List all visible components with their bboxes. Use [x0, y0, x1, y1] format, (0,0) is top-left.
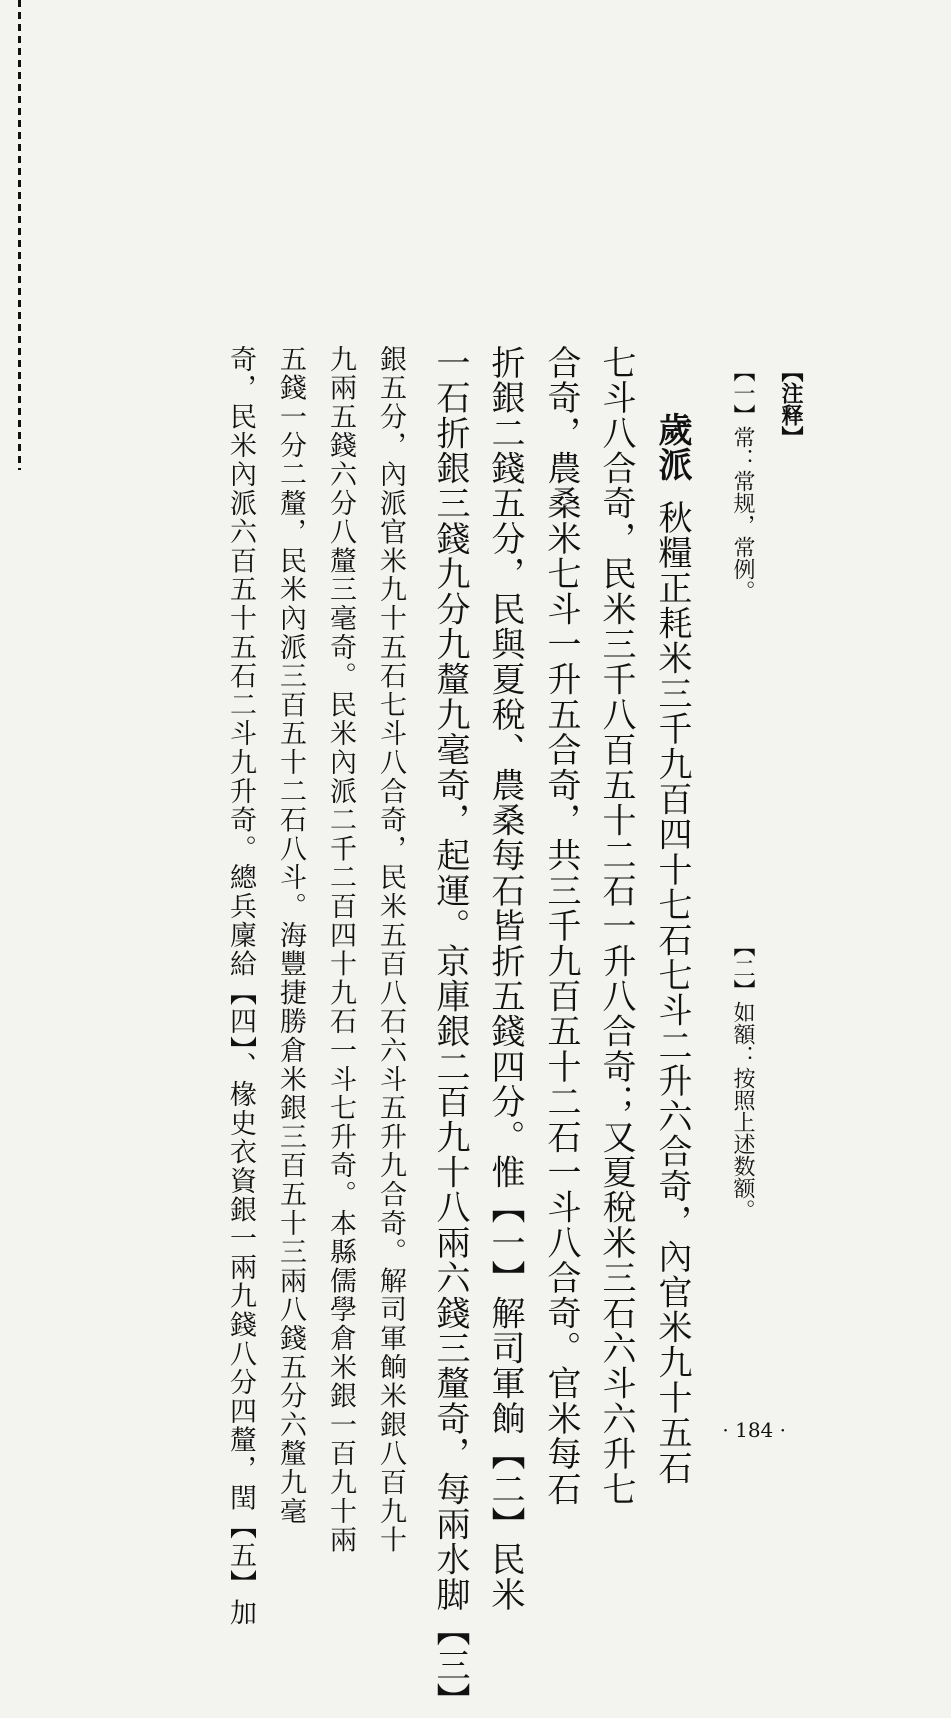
note-1: 【一】常：常规，常例。 — [730, 360, 755, 602]
page-number: · 184 · — [722, 1418, 786, 1442]
scan-edge-marks — [18, 0, 21, 470]
text-column-6: 銀五分，內派官米九十五石七斗八合奇，民米五百八石六斗五升九合奇。解司軍餉米銀八百九十 — [375, 345, 406, 1555]
text-column-5: 一石折銀三錢九分九釐九毫奇，起運。京庫銀二百九十八兩六錢三釐奇，每兩水脚【三】 — [430, 345, 470, 1718]
text-column-1: 秋糧正耗米三千九百四十七石七斗二升六合奇，內官米九十五石 — [652, 500, 692, 1486]
notes-heading: 【注释】 — [778, 360, 803, 448]
text-column-9: 奇，民米內派六百五十五石二斗九升奇。總兵廩給【四】、椽史衣資銀一兩九錢八分四釐，閏【五】加 — [225, 345, 256, 1628]
text-column-2: 七斗八合奇，民米三千八百五十二石一升八合奇；又夏稅米三石六斗六升七 — [596, 345, 636, 1507]
text-column-7: 九兩五錢六分八釐三毫奇。民米內派二千二百四十九石一斗七升奇。本縣儒學倉米銀一百九十兩 — [325, 345, 356, 1555]
text-column-8: 五錢一分二釐，民米內派三百五十二石八斗。海豐捷勝倉米銀三百五十三兩八錢五分六釐九毫 — [275, 345, 306, 1526]
text-column-4: 折銀二錢五分，民與夏稅、農桑每石皆折五錢四分。惟【一】解司軍餉【二】民米 — [485, 345, 525, 1613]
text-column-3: 合奇，農桑米七斗一升五合奇，共三千九百五十二石一斗八合奇。官米每石 — [541, 345, 581, 1507]
note-2: 【二】如額：按照上述数额。 — [730, 935, 755, 1221]
section-title: 歲派 — [652, 412, 692, 483]
